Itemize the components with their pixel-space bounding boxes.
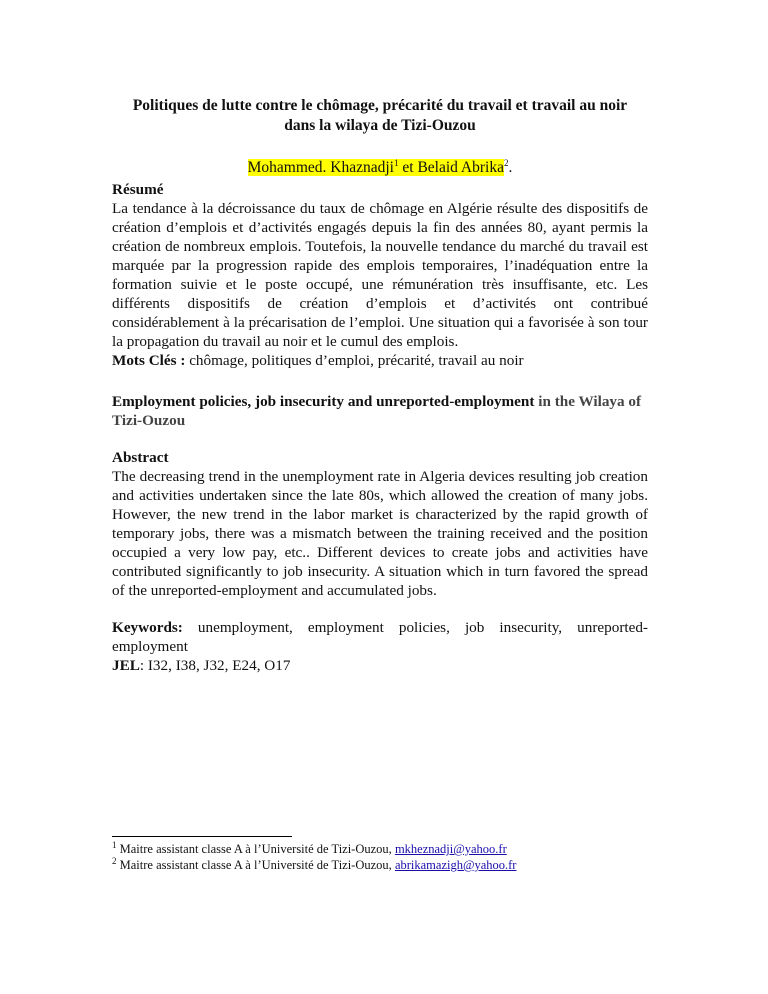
footnote-1 xyxy=(112,841,648,857)
resume-heading: Résumé xyxy=(112,181,164,198)
resume-keywords xyxy=(112,351,648,370)
abstract-keywords xyxy=(112,618,648,656)
footnote-2-email-link[interactable]: abrikamazigh@yahoo.fr xyxy=(394,858,517,872)
footnote-1-text: Maitre assistant classe A à l’Université de Tizi-Ouzou, xyxy=(116,842,395,856)
abstract-keywords-value: unemployment, employment policies, job insecurity, unreported-employment xyxy=(112,619,648,655)
jel-value: : I32, I38, J32, E24, O17 xyxy=(139,657,291,674)
footnote-rule xyxy=(112,836,292,837)
abstract-heading: Abstract xyxy=(112,449,169,466)
abstract-keywords-label: Keywords: xyxy=(112,619,183,636)
resume-text: La tendance à la décroissance du taux de chômage en Algérie résulte des dispositifs de création d’emplois et d’activités engagés depuis la fin des années 80, ayant permis la création de nombreux emplois. Toutefois, la nouvelle tendance du marché du travail est marquée par la progression rapide des emplois temporaires, l’inadéquation entre la formation suivie et le poste occupé, une rémunération très insuffisante, etc. Les différents dispositifs de création d’emplois et d’activités ont contribué considérablement à la précarisation de l’emploi. Une situation qui a favorisée à son tour la propagation du travail au noir et le cumul des emplois. xyxy=(112,200,648,350)
jel-codes xyxy=(112,656,648,675)
paper-title: Politiques de lutte contre le chômage, précarité du travail et travail au noir dans la wilaya de Tizi-Ouzou xyxy=(132,97,628,134)
author-connector: et xyxy=(398,159,418,176)
english-title xyxy=(112,392,648,430)
footnotes xyxy=(112,836,648,873)
author-1-footnote-mark: 1 xyxy=(394,157,399,168)
author-2: Belaid Abrika xyxy=(417,159,504,176)
footnote-2 xyxy=(112,857,648,873)
article-body xyxy=(112,96,648,675)
resume-keywords-value: chômage, politiques d’emploi, précarité, travail au noir xyxy=(185,352,524,369)
jel-label: JEL xyxy=(112,657,140,674)
author-2-footnote-mark: 2 xyxy=(503,157,509,168)
resume-keywords-label: Mots Clés : xyxy=(112,352,186,369)
author-1: Mohammed. Khaznadji xyxy=(247,159,394,176)
footnote-1-mark: 1 xyxy=(112,839,117,850)
author-line xyxy=(112,158,648,178)
footnote-1-email-link[interactable]: mkheznadji@yahoo.fr xyxy=(394,842,507,856)
author-line-end: . xyxy=(508,159,513,176)
english-title-main: Employment policies, job insecurity and unreported-employment xyxy=(112,393,535,410)
footnote-2-mark: 2 xyxy=(112,855,117,866)
author-highlight xyxy=(248,159,504,176)
footnote-2-text: Maitre assistant classe A à l’Université de Tizi-Ouzou, xyxy=(116,858,395,872)
english-title-tail: in the Wilaya of Tizi-Ouzou xyxy=(112,393,642,429)
abstract-text: The decreasing trend in the unemployment rate in Algeria devices resulting job creation and activities undertaken since the late 80s, which allowed the creation of many jobs. However, the new trend in the labor market is characterized by the rapid growth of temporary jobs, there was a mismatch between the training received and the position occupied a very low pay, etc.. Different devices to create jobs and activities have contributed significantly to job insecurity. A situation which in turn favored the spread of the unreported-employment and accumulated jobs. xyxy=(112,468,648,599)
